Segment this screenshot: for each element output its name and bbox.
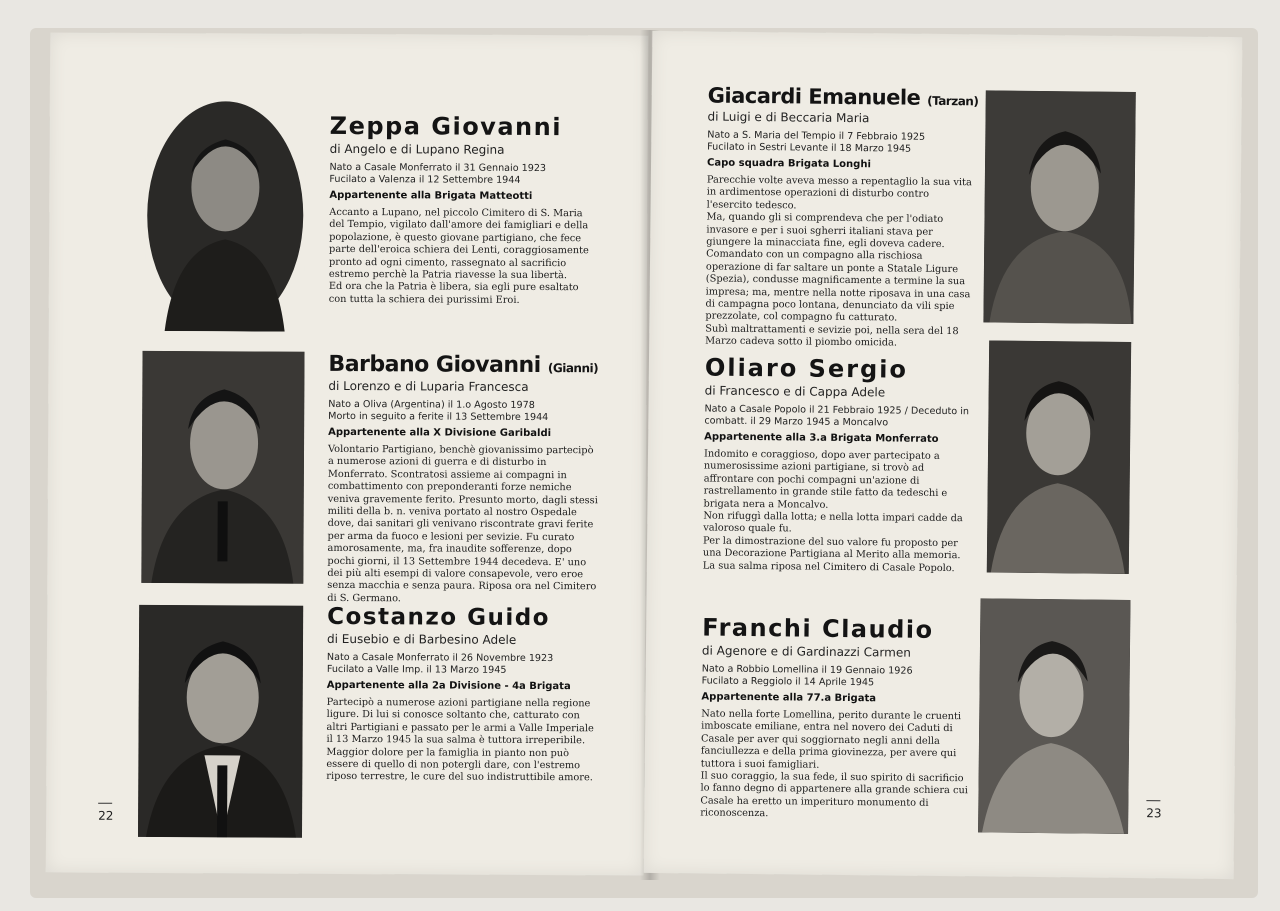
left-page — [46, 32, 648, 875]
entry-biography: Nato nella forte Lomellina, perito durante le cruenti imboscate emiliane, entra nel novero dei Caduti di Casale per aver qui soggiornato negli anni della fanciullezza e della prima giovinezza, per avere qui tuttora i suoi famigliari. Il suo coraggio, la sua fede, il suo spirito di sacrificio lo fanno degno di appartenere alla grande schiera cui Casale ha eretto un imperituro monumento di riconoscenza. — [700, 708, 968, 820]
page-number: 23 — [1146, 806, 1162, 821]
entry-death: Fucilato a Valenza il 12 Settembre 1944 — [329, 173, 521, 186]
entry-brigade: Appartenente alla 2a Divisione - 4a Brigata — [326, 679, 571, 693]
entry-death: Fucilato a Reggiolo il 14 Aprile 1945 — [701, 675, 875, 689]
entry-brigade: Appartenente alla X Divisione Garibaldi — [328, 426, 552, 440]
entry-brigade: Appartenente alla 3.a Brigata Monferrato — [704, 431, 939, 445]
entry-name: Giacardi Emanuele (Tarzan) — [707, 83, 979, 110]
portrait-photo — [983, 90, 1135, 324]
entry-name: Costanzo Guido — [327, 603, 551, 632]
entry-brigade: Capo squadra Brigata Longhi — [706, 157, 871, 171]
entry-birth: Nato a Robbio Lomellina il 19 Gennaio 1926 — [701, 663, 913, 677]
portrait-photo — [978, 598, 1130, 834]
memorial-entry — [329, 112, 600, 308]
entry-biography: Parecchie volte aveva messo a repentaglio la sua vita in ardimentose operazioni di disturbo contro l'esercito tedesco. Ma, quando gli si comprendeva che per l'odiato invasore e per i suoi sgherri italiani stava per giungere la minacciata fine, egli doveva cadere. Comandato con un compagno alla rischiosa operazione di far saltare un ponte a Statale Ligure (Spezia), condusse magnificamente a termine la sua impresa; ma, mentre nella notte riposava in una casa di campagna poco lontana, denunciato da vili spie prezzolate, col compagno fu catturato. Subì maltrattamenti e sevizie poi, nella sera del 18 Marzo cadeva sotto il piombo omicida. — [705, 174, 972, 349]
memorial-entry — [705, 83, 979, 351]
entry-parents: di Eusebio e di Barbesino Adele — [326, 631, 517, 647]
entry-nickname: (Tarzan) — [927, 93, 979, 109]
entry-nickname: (Gianni) — [547, 361, 599, 376]
memorial-entry — [326, 604, 599, 785]
page-number: 22 — [98, 808, 114, 823]
right-page — [644, 31, 1243, 879]
portrait-photo — [987, 340, 1131, 573]
entry-birth: Nato a Oliva (Argentina) il 1.o Agosto 1978 — [328, 398, 535, 411]
entry-death: Fucilato a Valle Imp. il 13 Marzo 1945 — [326, 663, 507, 676]
entry-biography: Volontario Partigiano, benchè giovanissimo partecipò a numerose azioni di guerra e di disturbo in Monferrato. Scontratosi assieme ai compagni in combattimento con preponderanti forze nemiche veniva gravemente ferito. Presunto morto, dagli stessi militi della b. n. veniva portato al nostro Ospedale dove, dai sanitari gli venivano riscontrate gravi ferite per arma da fuoco e lesioni per sevizie. Fu curato amorosamente, ma, fra inaudite sofferenze, dopo pochi giorni, il 13 Settembre 1944 decedeva. E' uno dei più alti esempi di valore consapevole, vero eroe senza macchia e senza paura. Riposa ora nel Cimitero di S. Germano. — [327, 443, 598, 605]
portrait-photo — [141, 351, 304, 584]
memorial-entry — [703, 354, 977, 576]
entry-death: Morto in seguito a ferite il 13 Settembre 1944 — [328, 410, 549, 424]
entry-name: Franchi Claudio — [702, 613, 934, 644]
entry-parents: di Lorenzo e di Luparia Francesca — [328, 378, 529, 394]
portrait-photo — [145, 99, 306, 332]
entry-death: Fucilato in Sestri Levante il 18 Marzo 1945 — [707, 141, 912, 155]
entry-biography: Indomito e coraggioso, dopo aver partecipato a numerosissime azioni partigiane, si trovò ad affrontare con pochi compagni un'azione di rastrellamento in grande stile fatto da tedeschi e brigata nera a Moncalvo. Non rifuggì dalla lotta; e nella lotta impari cadde da valoroso quale fu. Per la dimostrazione del suo valore fu proposto per una Decorazione Partigiana al Merito alla memoria. La sua salma riposa nel Cimitero di Casale Popolo. — [702, 448, 963, 574]
entry-parents: di Angelo e di Lupano Regina — [329, 141, 505, 157]
entry-brigade: Appartenente alla 77.a Brigata — [701, 691, 877, 705]
entry-birth: Nato a S. Maria del Tempio il 7 Febbraio 1925 — [707, 129, 926, 143]
entry-name: Zeppa Giovanni — [329, 111, 563, 142]
entry-biography: Partecipò a numerose azioni partigiane nella regione ligure. Di lui si conosce soltanto che, catturato con altri Partigiani e passato per le armi a Valle Imperiale il 13 Marzo 1945 la sua salma è tuttora irreperibile. Maggior dolore per la famiglia in pianto non può essere di quello di non potergli dare, con l'estremo riposo terrestre, le cure del suo indistruttibile amore. — [326, 696, 594, 784]
entry-brigade: Appartenente alla Brigata Matteotti — [329, 189, 533, 202]
entry-parents: di Francesco e di Cappa Adele — [704, 383, 886, 400]
entry-parents: di Agenore e di Gardinazzi Carmen — [701, 643, 911, 660]
entry-name: Oliaro Sergio — [704, 353, 909, 384]
entry-birth: Nato a Casale Monferrato il 31 Gennaio 1923 — [329, 161, 547, 175]
entry-biography: Accanto a Lupano, nel piccolo Cimitero di S. Maria del Tempio, vigilato dall'amore dei famigliari e della popolazione, è questo giovane partigiano, che fece parte dell'eroica schiera dei Lenti, coraggiosamente pronto ad ogni cimento, rassegnato al sacrificio estremo perchè la Patria riavesse la sua libertà. Ed ora che la Patria è libera, sia egli pure esaltato con tutta la schiera dei purissimi Eroi. — [328, 206, 589, 306]
entry-birth: Nato a Casale Monferrato il 26 Novembre 1923 — [326, 651, 554, 665]
entry-name: Barbano Giovanni (Gianni) — [328, 351, 599, 379]
entry-parents: di Luigi e di Beccaria Maria — [707, 109, 870, 126]
memorial-entry — [327, 352, 600, 607]
entry-birth: Nato a Casale Popolo il 21 Febbraio 1925 / Deceduto in combatt. il 29 Marzo 1945 a Moncalvo — [704, 403, 970, 429]
portrait-photo — [138, 605, 303, 838]
memorial-entry — [700, 613, 972, 822]
